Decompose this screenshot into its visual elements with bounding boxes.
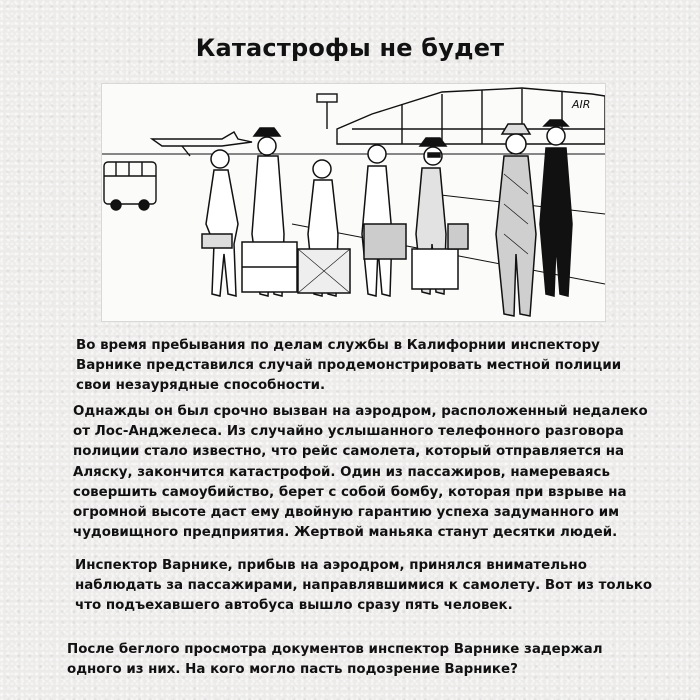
airport-scene-drawing: [102, 84, 605, 321]
passenger-2: [242, 128, 297, 296]
tower: [317, 94, 337, 102]
paragraph-observation: Инспектор Варнике, прибыв на аэродром, принялся внимательно наблюдать за пассажирами, направлявшимися к самолету. Вот из только что подъехавшего автобуса вышло сразу пять человек.: [75, 558, 653, 614]
police-officer-figure: [540, 120, 572, 296]
passenger-4: [362, 145, 406, 296]
passenger-5: [412, 138, 468, 294]
air-sign: AIR: [572, 98, 591, 111]
passenger-1: [202, 150, 238, 296]
inspector-figure: [496, 124, 536, 316]
airport-illustration: [101, 83, 606, 322]
page-title: Катастрофы не будет: [195, 34, 505, 62]
bus-shape: [104, 162, 156, 204]
passenger-3: [298, 160, 350, 296]
airplane-shape: [152, 132, 252, 146]
paragraph-question: После беглого просмотра документов инспектор Варнике задержал одного из них. На кого могло пасть подозрение Варнике?: [67, 642, 603, 678]
paragraph-story: Однажды он был срочно вызван на аэродром, расположенный недалеко от Лос-Анджелеса. Из случайно услышанного телефонного разговора полиции стало известно, что рейс самолета, который отправляется на Аляску, закончится катастрофой. Один из пассажиров, намереваясь совершить самоубийство, берет с собой бомбу, которая при взрыве на огромной высоте даст ему двойную гарантию успеха задуманного им чудовищного предприятия. Жертвой маньяка станут десятки людей.: [73, 404, 648, 541]
paragraph-intro: Во время пребывания по делам службы в Калифорнии инспектору Варнике представился случай продемонстрировать местной полиции свои незаурядные способности.: [76, 338, 622, 394]
